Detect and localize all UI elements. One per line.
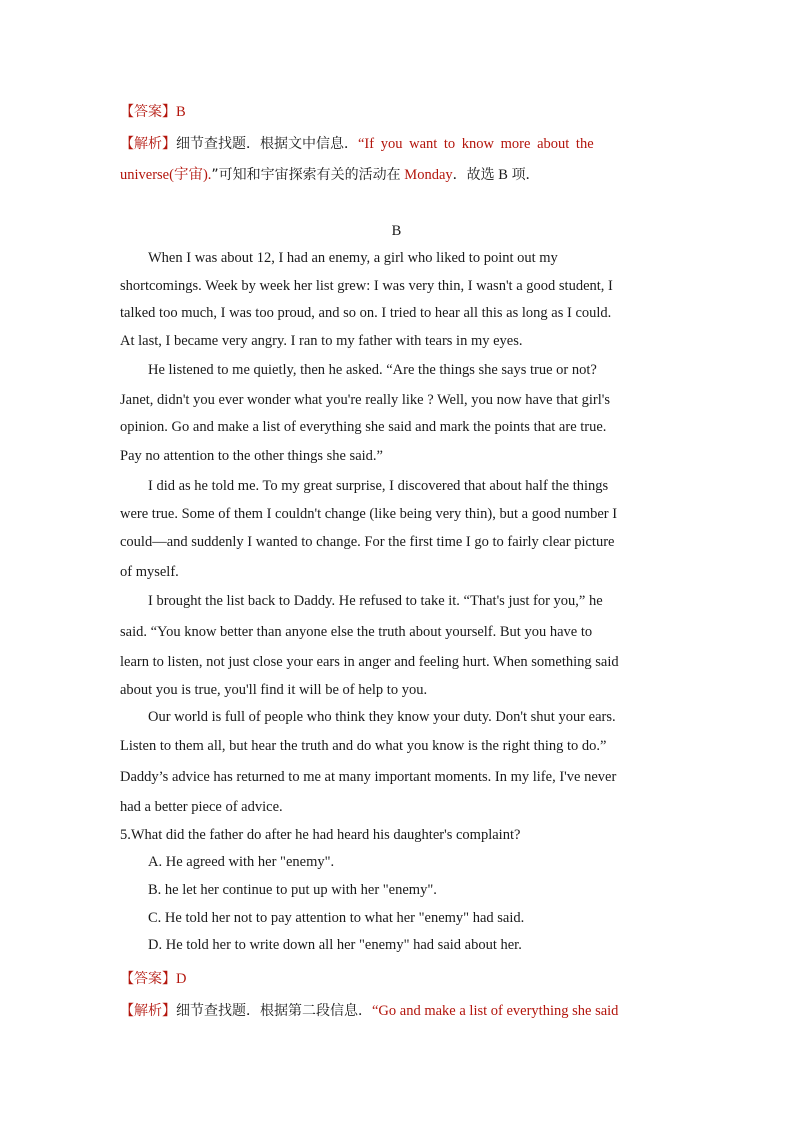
analysis-keyword: Monday — [404, 167, 453, 183]
passage-line: could—and suddenly I wanted to change. For the first time I go to fairly clear picture — [120, 534, 615, 550]
answer-line-2 — [120, 969, 676, 989]
passage-line: I did as he told me. To my great surprise, I discovered that about half the things — [148, 478, 609, 494]
analysis-text: 项． — [511, 167, 540, 183]
passage-line: learn to listen, not just close your ears in anger and feeling hurt. When something said — [120, 654, 619, 670]
analysis-label: 【解析】 — [120, 1003, 176, 1019]
analysis-quote: “If you want to know more about the — [358, 136, 594, 152]
answer-line-1 — [120, 102, 676, 122]
passage-line: shortcomings. Week by week her list grew: I was very thin, I wasn't a good student, I — [120, 278, 613, 294]
passage-line: At last, I became very angry. I ran to my father with tears in my eyes. — [120, 333, 523, 349]
analysis-quote: “Go and make a list of everything she said — [372, 1003, 619, 1019]
question-option-b: B. he let her continue to put up with her "enemy". — [148, 882, 437, 898]
analysis-option: B — [498, 167, 508, 183]
passage-line: Listen to them all, but hear the truth and do what you know is the right thing to do.” — [120, 738, 607, 754]
question-option-d: D. He told her to write down all her "enemy" had said about her. — [148, 937, 522, 953]
answer-value: D — [176, 971, 187, 987]
passage-line: said. “You know better than anyone else the truth about yourself. But you have to — [120, 624, 593, 640]
passage-line: I brought the list back to Daddy. He refused to take it. “That's just for you,” he — [148, 593, 603, 609]
question-option-a: A. He agreed with her "enemy". — [148, 854, 335, 870]
passage-line: were true. Some of them I couldn't change (like being very thin), but a good number I — [120, 506, 618, 522]
analysis-text: ．故选 — [452, 167, 495, 183]
answer-value: B — [176, 104, 186, 120]
question-stem: 5.What did the father do after he had heard his daughter's complaint? — [120, 827, 521, 843]
passage-line: Janet, didn't you ever wonder what you're really like ? Well, you now have that girl's — [120, 392, 611, 408]
analysis-line-2 — [120, 165, 676, 185]
passage-line: talked too much, I was too proud, and so on. I tried to hear all this as long as I could. — [120, 305, 612, 321]
analysis-text: 细节查找题．根据文中信息． — [176, 136, 358, 152]
analysis-text: 细节查找题．根据第二段信息． — [176, 1003, 372, 1019]
analysis-label: 【解析】 — [120, 136, 176, 152]
passage-line: about you is true, you'll find it will be of help to you. — [120, 682, 428, 698]
analysis-line-3 — [120, 1001, 676, 1021]
question-option-c: C. He told her not to pay attention to what her "enemy" had said. — [148, 910, 525, 926]
passage-line: opinion. Go and make a list of everything she said and mark the points that are true. — [120, 419, 607, 435]
passage-line: of myself. — [120, 564, 179, 580]
analysis-line-1 — [120, 134, 676, 154]
passage-line: had a better piece of advice. — [120, 799, 283, 815]
passage-line: Pay no attention to the other things she said.” — [120, 448, 383, 464]
analysis-text: ”可知和宇宙探索有关的活动在 — [211, 167, 401, 183]
passage-line: He listened to me quietly, then he asked. “Are the things she says true or not? — [148, 362, 597, 378]
passage-line: Our world is full of people who think they know your duty. Don't shut your ears. — [148, 709, 616, 725]
passage-line: Daddy’s advice has returned to me at many important moments. In my life, I've never — [120, 769, 617, 785]
answer-label: 【答案】 — [120, 104, 176, 120]
answer-label: 【答案】 — [120, 971, 176, 987]
passage-heading: B — [391, 223, 402, 239]
analysis-quote: universe(宇宙). — [120, 167, 212, 183]
passage-line: When I was about 12, I had an enemy, a girl who liked to point out my — [148, 250, 558, 266]
